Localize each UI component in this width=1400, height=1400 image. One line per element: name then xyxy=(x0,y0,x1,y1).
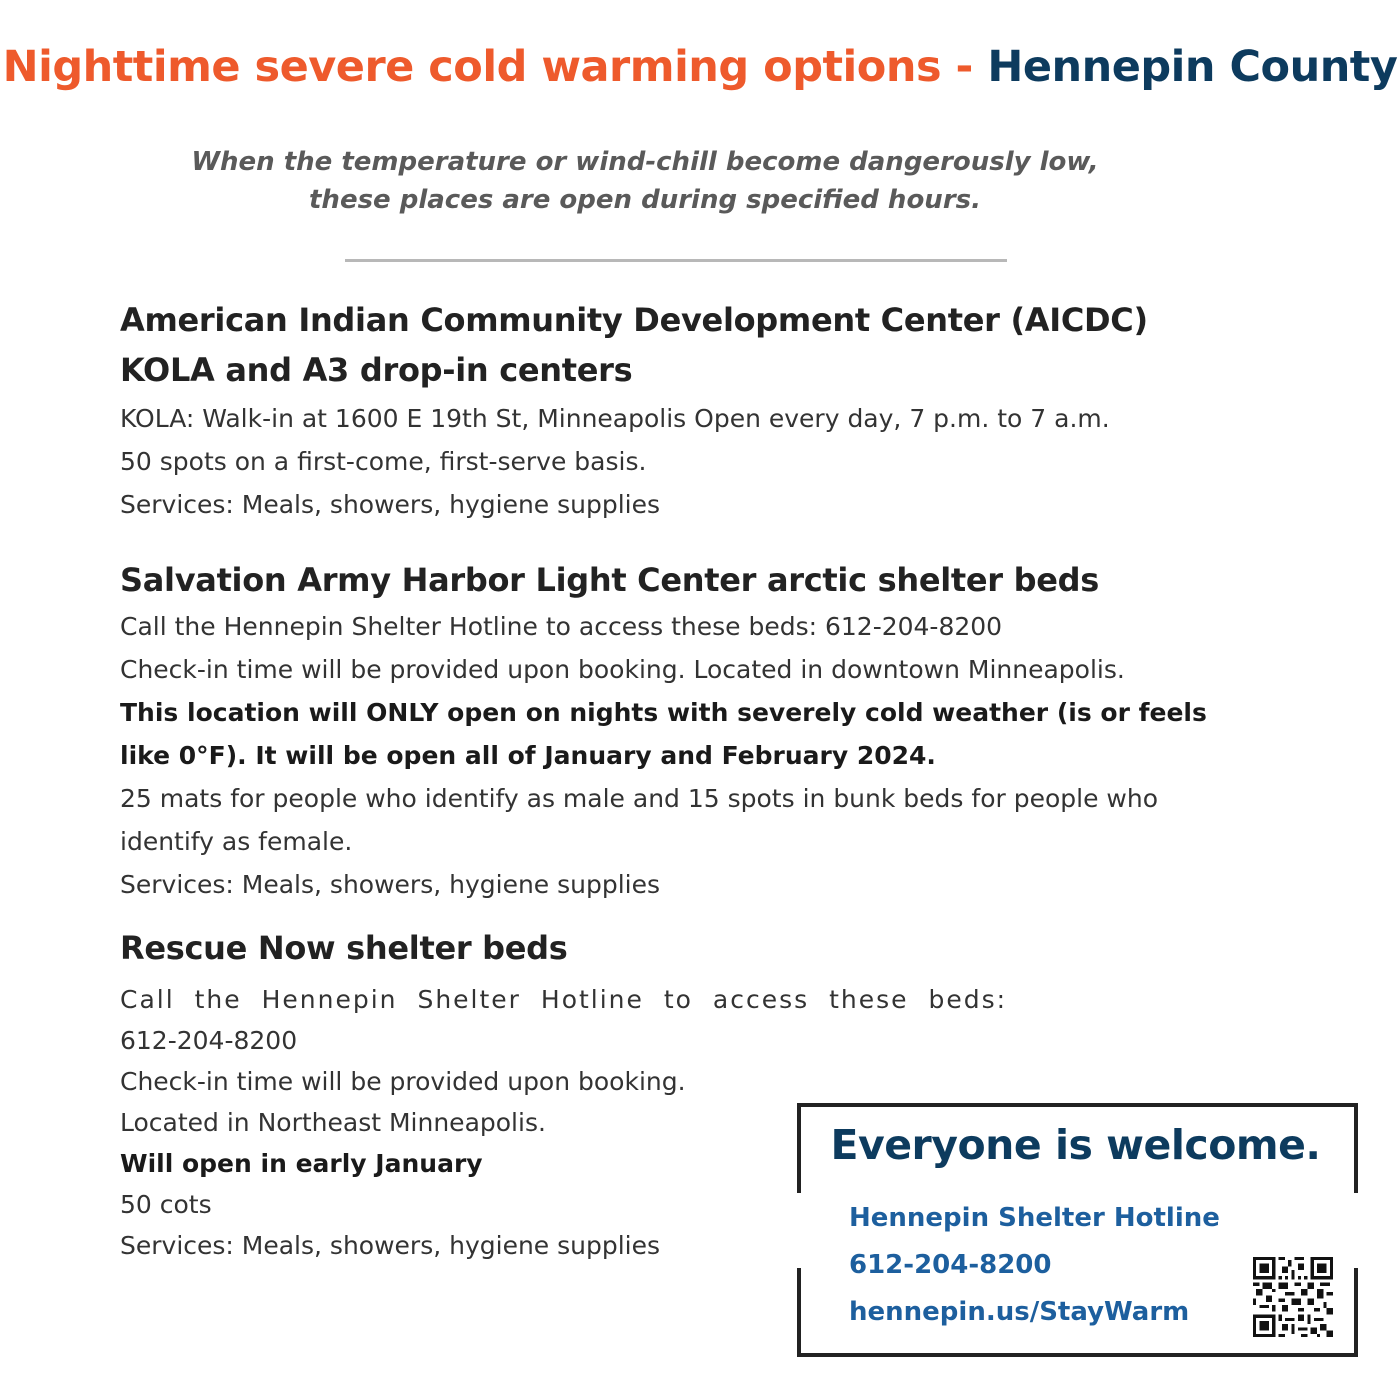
section-line: KOLA: Walk-in at 1600 E 19th St, Minneapolis Open every day, 7 p.m. to 7 a.m. xyxy=(120,404,1110,433)
page-subtitle: When the temperature or wind-chill become dangerously low, these places are open during specified hours. xyxy=(191,147,1099,215)
section-salvation-army xyxy=(120,555,1250,906)
contact-info xyxy=(849,1195,1220,1336)
section-line: 612-204-8200 xyxy=(120,1026,298,1055)
section-heading: Rescue Now shelter beds xyxy=(120,929,568,967)
page-title xyxy=(0,42,1400,92)
section-line: Check-in time will be provided upon booking. xyxy=(120,1067,686,1096)
section-bold-note: This location will ONLY open on nights with severely cold weather (is or feels like 0°F). It will be open all of January and February 2024. xyxy=(120,698,1207,770)
stay-warm-link[interactable]: hennepin.us/StayWarm xyxy=(849,1297,1190,1327)
welcome-headline: Everyone is welcome. xyxy=(830,1121,1321,1169)
section-heading: Salvation Army Harbor Light Center arctic shelter beds xyxy=(120,561,1099,599)
section-line: Services: Meals, showers, hygiene supplies xyxy=(120,870,661,899)
qr-code-icon[interactable] xyxy=(1253,1257,1333,1337)
hotline-phone: 612-204-8200 xyxy=(849,1250,1052,1280)
section-line: Check-in time will be provided upon booking. Located in downtown Minneapolis. xyxy=(120,655,1125,684)
hotline-label: Hennepin Shelter Hotline xyxy=(849,1203,1220,1233)
section-line: Call the Hennepin Shelter Hotline to access these beds: 612-204-8200 xyxy=(120,612,1003,641)
section-line: 25 mats for people who identify as male and 15 spots in bunk beds for people who identify as female. xyxy=(120,784,1158,856)
title-county: Hennepin County xyxy=(987,42,1398,92)
section-heading-line2: KOLA and A3 drop-in centers xyxy=(120,351,633,389)
title-separator: - xyxy=(941,42,988,92)
section-line: Located in Northeast Minneapolis. xyxy=(120,1108,546,1137)
divider xyxy=(345,259,1007,262)
title-main: Nighttime severe cold warming options xyxy=(2,42,942,92)
section-heading xyxy=(120,295,1250,395)
welcome-callout xyxy=(797,1103,1354,1357)
section-line: 50 cots xyxy=(120,1190,212,1219)
section-line: 50 spots on a first-come, first-serve basis. xyxy=(120,447,647,476)
section-bold-note: Will open in early January xyxy=(120,1149,483,1178)
section-heading-line1: American Indian Community Development Center (AICDC) xyxy=(120,301,1148,339)
section-line: Services: Meals, showers, hygiene supplies xyxy=(120,1231,661,1260)
section-line: Call the Hennepin Shelter Hotline to access these beds: xyxy=(120,985,1008,1014)
section-aicdc xyxy=(120,295,1250,526)
section-line: Services: Meals, showers, hygiene supplies xyxy=(120,490,661,519)
